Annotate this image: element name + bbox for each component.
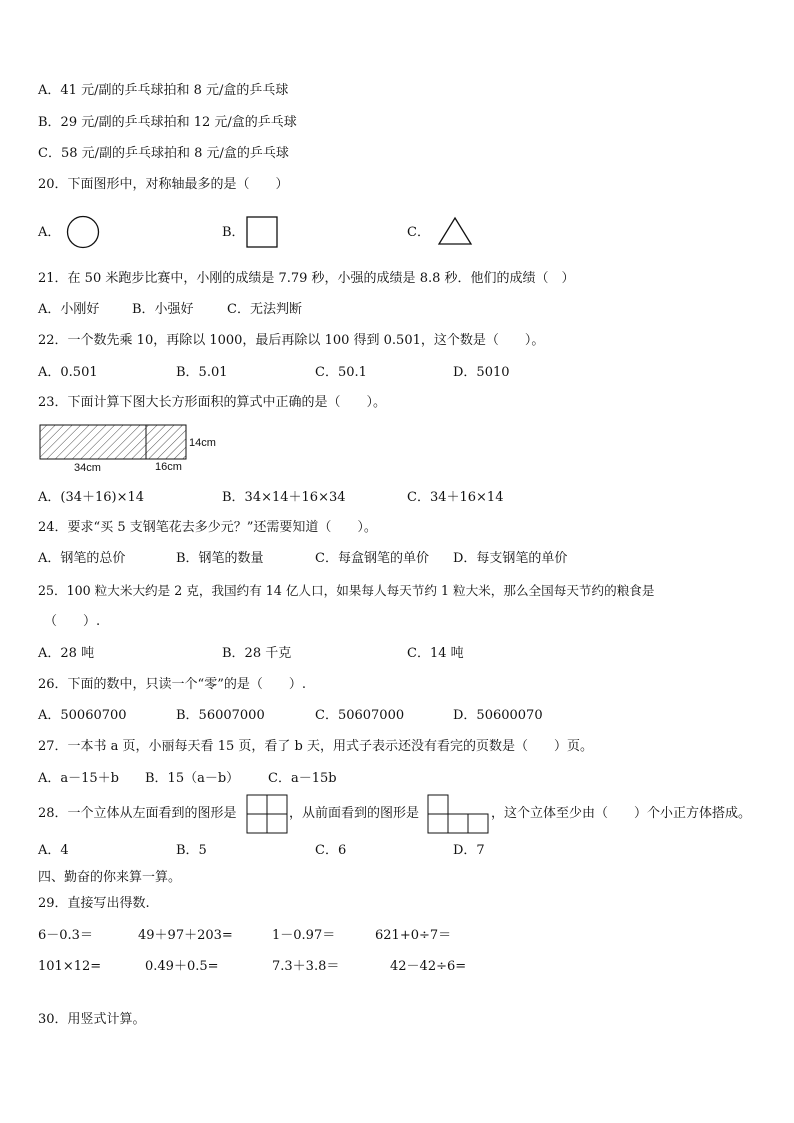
- q24-option-a: A．钢笔的总价: [38, 551, 126, 566]
- q20-option-a-label: A．: [38, 225, 61, 240]
- q25-option-b: B．28 千克: [222, 646, 292, 661]
- q23-option-b: B．34×14＋16×34: [222, 490, 346, 505]
- q24-option-b: B．钢笔的数量: [176, 551, 264, 566]
- front-view-figure: [427, 794, 490, 835]
- rect-left-width-label: 34cm: [74, 462, 101, 474]
- q20-option-c-label: C．: [407, 225, 430, 240]
- q27-option-b: B．15（a－b）: [145, 771, 240, 786]
- q19-option-c: C．58 元/副的乒乓球拍和 8 元/盒的乒乓球: [38, 146, 289, 161]
- q28-option-c: C．6: [315, 843, 347, 858]
- q21-option-b: B．小强好: [132, 302, 194, 317]
- q25-stem: 25．100 粒大米大约是 2 克，我国约有 14 亿人口，如果每人每天节约 1 粒大米，那么全国每天节约的粮食是: [38, 583, 655, 598]
- q26-option-a: A．50060700: [38, 708, 127, 723]
- q21-stem: 21．在 50 米跑步比赛中，小刚的成绩是 7.79 秒，小强的成绩是 8.8 秒．他们的成绩（ ）: [38, 271, 575, 286]
- q22-option-b: B．5.01: [176, 365, 228, 380]
- q25-option-c: C．14 吨: [407, 646, 464, 661]
- q29-row2-item3: 7.3＋3.8＝: [272, 959, 340, 974]
- q27-option-c: C．a－15b: [268, 771, 337, 786]
- rectangle-figure: [39, 424, 189, 462]
- q26-option-d: D．50600070: [453, 708, 543, 723]
- q22-option-a: A．0.501: [38, 365, 98, 380]
- q25-option-a: A．28 吨: [38, 646, 95, 661]
- section-4-title: 四、勤奋的你来算一算。: [38, 870, 182, 885]
- q30-stem: 30．用竖式计算。: [38, 1012, 146, 1027]
- q28-stem-part1: 28．一个立体从左面看到的图形是: [38, 806, 237, 821]
- q29-row1-item1: 6－0.3＝: [38, 928, 93, 943]
- q19-option-a: A．41 元/副的乒乓球拍和 8 元/盒的乒乓球: [38, 83, 289, 98]
- q23-option-a: A．(34＋16)×14: [38, 490, 145, 505]
- circle-shape: [66, 215, 100, 249]
- q20-stem: 20．下面图形中，对称轴最多的是（ ）: [38, 177, 289, 192]
- q21-option-c: C．无法判断: [227, 302, 302, 317]
- q27-stem: 27．一本书 a 页，小丽每天看 15 页，看了 b 天，用式子表示还没有看完的页数是（ ）页。: [38, 739, 593, 754]
- q29-row1-item2: 49＋97＋203=: [138, 928, 233, 943]
- q26-stem: 26．下面的数中，只读一个“零”的是（ ）.: [38, 677, 306, 692]
- q29-stem: 29．直接写出得数.: [38, 896, 150, 911]
- q28-stem-part3: ，这个立体至少由（ ）个小正方体搭成。: [491, 806, 752, 821]
- q29-row1-item3: 1－0.97＝: [272, 928, 336, 943]
- q24-option-c: C．每盒钢笔的单价: [315, 551, 429, 566]
- q24-stem: 24．要求“买 5 支钢笔花去多少元？”还需要知道（ ）。: [38, 520, 377, 535]
- rect-height-label: 14cm: [189, 437, 216, 449]
- q29-row2-item2: 0.49＋0.5=: [145, 959, 219, 974]
- square-shape: [246, 216, 279, 249]
- q28-option-b: B．5: [176, 843, 207, 858]
- left-view-figure: [246, 794, 289, 835]
- q28-option-a: A．4: [38, 843, 69, 858]
- q25-stem-continued: （ ）.: [44, 614, 101, 629]
- q19-option-b: B．29 元/副的乒乓球拍和 12 元/盒的乒乓球: [38, 115, 297, 130]
- triangle-shape: [437, 216, 473, 246]
- q29-row1-item4: 621+0÷7＝: [375, 928, 452, 943]
- q28-stem-part2: ，从前面看到的图形是: [289, 806, 420, 821]
- q22-stem: 22．一个数先乘 10，再除以 1000，最后再除以 100 得到 0.501，这个数是（ ）。: [38, 333, 545, 348]
- q27-option-a: A．a－15＋b: [38, 771, 120, 786]
- q21-option-a: A．小刚好: [38, 302, 100, 317]
- q23-option-c: C．34＋16×14: [407, 490, 504, 505]
- q20-option-b-label: B．: [222, 225, 245, 240]
- rect-right-width-label: 16cm: [155, 461, 182, 473]
- q22-option-d: D．5010: [453, 365, 510, 380]
- q23-stem: 23．下面计算下图大长方形面积的算式中正确的是（ ）。: [38, 395, 387, 410]
- q26-option-b: B．56007000: [176, 708, 265, 723]
- q26-option-c: C．50607000: [315, 708, 405, 723]
- q29-row2-item1: 101×12=: [38, 959, 102, 974]
- q28-option-d: D．7: [453, 843, 485, 858]
- q22-option-c: C．50.1: [315, 365, 367, 380]
- q24-option-d: D．每支钢笔的单价: [453, 551, 568, 566]
- q29-row2-item4: 42－42÷6=: [390, 959, 467, 974]
